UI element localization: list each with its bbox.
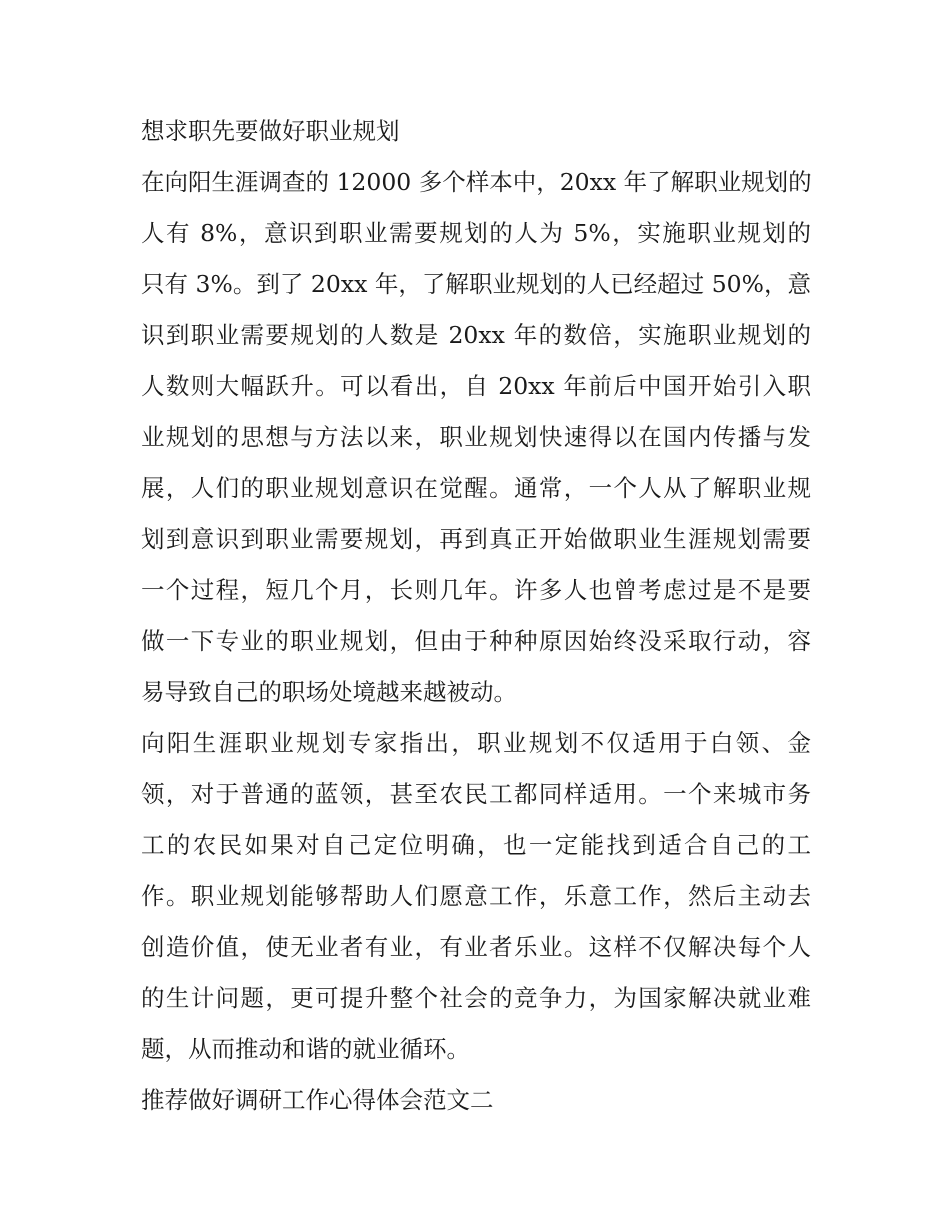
heading-line: 想求职先要做好职业规划 [141, 117, 400, 145]
paragraph-line: 领，对于普通的蓝领，甚至农民工都同样适用。一个来城市务 [141, 780, 811, 808]
paragraph-line: 创造价值，使无业者有业，有业者乐业。这样不仅解决每个人 [141, 933, 811, 961]
paragraph-line: 人数则大幅跃升。可以看出，自 20xx 年前后中国开始引入职 [141, 372, 811, 400]
paragraph-line: 易导致自己的职场处境越来越被动。 [141, 678, 517, 706]
paragraph-line: 只有 3%。到了 20xx 年，了解职业规划的人已经超过 50%，意 [141, 270, 811, 298]
paragraph-line: 在向阳生涯调查的 12000 多个样本中，20xx 年了解职业规划的 [141, 168, 812, 196]
paragraph-line: 划到意识到职业需要规划，再到真正开始做职业生涯规划需要 [141, 525, 811, 553]
paragraph-line: 向阳生涯职业规划专家指出，职业规划不仅适用于白领、金 [141, 729, 811, 757]
paragraph-line: 做一下专业的职业规划，但由于种种原因始终没采取行动，容 [141, 627, 811, 655]
paragraph-line: 展，人们的职业规划意识在觉醒。通常，一个人从了解职业规 [141, 474, 811, 502]
paragraph-line: 作。职业规划能够帮助人们愿意工作，乐意工作，然后主动去 [141, 882, 811, 910]
paragraph-line: 识到职业需要规划的人数是 20xx 年的数倍，实施职业规划的 [141, 321, 811, 349]
paragraph-line: 人有 8%，意识到职业需要规划的人为 5%，实施职业规划的 [141, 219, 811, 247]
paragraph-line: 的生计问题，更可提升整个社会的竞争力，为国家解决就业难 [141, 984, 811, 1012]
paragraph-line: 业规划的思想与方法以来，职业规划快速得以在国内传播与发 [141, 423, 811, 451]
paragraph-line: 一个过程，短几个月，长则几年。许多人也曾考虑过是不是要 [141, 576, 811, 604]
paragraph-line: 工的农民如果对自己定位明确，也一定能找到适合自己的工 [141, 831, 811, 859]
section-heading: 推荐做好调研工作心得体会范文二 [141, 1086, 494, 1114]
paragraph-line: 题，从而推动和谐的就业循环。 [141, 1035, 470, 1063]
